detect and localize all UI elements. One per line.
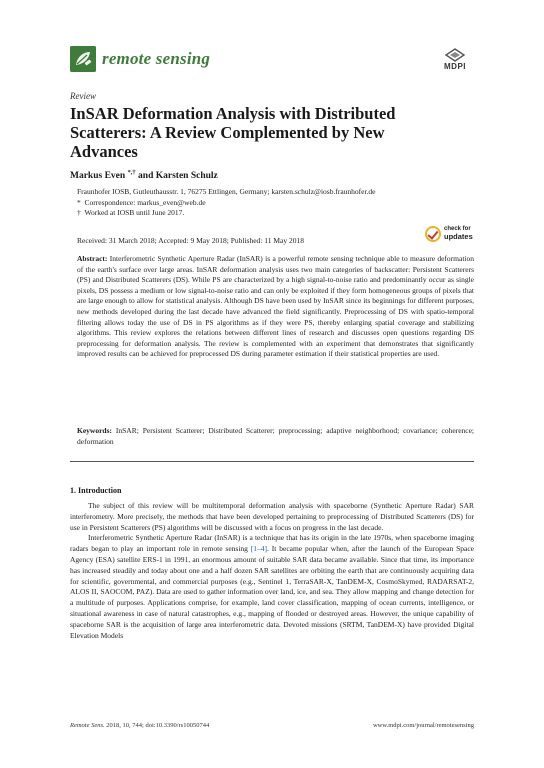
author-name[interactable]: Markus Even [70,171,126,182]
keywords-label: Keywords: [77,426,112,435]
publisher-logo [436,48,474,76]
keywords [77,426,474,447]
paragraph: Interferometric Synthetic Aperture Radar (InSAR) is a technique that has its origin in the late 1970s, when spaceborne imaging radars began to play an important role in remote sensing [1–4]. It became popular when, after the launch of the European Space Agency (ESA) satellite ERS-1 in 1991, an enormous amount of suitable SAR data became available. Since that time, its importance has increased steadily and today about one and a half dozen SAR satellites are orbiting the earth that are continuously acquiring data for scientific, governmental, and commercial purposes (e.g., Sentinel 1, TerraSAR-X, TanDEM-X, CosmoSkymed, RADARSAT-2, ALOS II, SAOCOM, PAZ). Data are used to gather information over land, ice, and sea. They allow mapping and change detection for a multitude of purposes. Applications comprise, for example, land cover classification, mapping of ocean currents, intelligence, or situational awareness in case of natural catastrophes, e.g., mapping of flooded or destroyed areas. However, the unique capability of spaceborne SAR is the acquisition of large area interferometric data. Devoted missions (SRTM, TanDEM-X) have provided Digital Elevation Models [70,533,474,640]
section-body [70,501,474,641]
abstract-text: Interferometric Synthetic Aperture Radar (InSAR) is a powerful remote sensing technique able to measure deformation of the earth's surface over large areas. InSAR deformation analysis uses two main categories of backscatter: Persistent Scatterers (PS) and Distributed Scatterers (DS). While PS are characterized by a high signal-to-noise ratio and predominantly occur as single pixels, DS possess a medium or low signal-to-noise ratio and can only be exploited if they form homogeneous groups of pixels that are large enough to allow for statistical analysis. Although DS have been used by InSAR since its beginnings for different purposes, new methods developed during the last decade have advanced the field significantly. Preprocessing of DS with spatio-temporal filtering allows today the use of DS in PS algorithms as if they were PS, thereby enlarging spatial coverage and stabilizing algorithms. This review explores the relations between different lines of research and discusses open questions regarding DS preprocessing for deformation analysis. The review is complemented with an experiment that demonstrates that significantly improved results can be achieved for preprocessed DS during parameter estimation if their statistical properties are used. [77,254,475,359]
note-line: † Worked at IOSB until June 2017. [77,208,185,217]
journal-name: remote sensing [102,49,211,68]
author-name[interactable]: Karsten Schulz [155,171,218,182]
article-title: InSAR Deformation Analysis with Distributed Scatterers: A Review Complemented by New Advances [70,104,396,161]
citation-details: 2018, 10, 744; doi:10.3390/rs10050744 [106,722,210,729]
check-updates-label: check for [444,226,471,232]
mdpi-icon [444,48,466,62]
author-list [70,169,218,181]
correspondence-line: * Correspondence: markus_even@web.de [77,197,206,207]
journal-abbrev: Remote Sens. [70,722,105,729]
author-join: and [138,171,154,182]
publisher-name: MDPI [444,62,466,71]
check-for-updates-button[interactable] [425,224,475,246]
abstract-label: Abstract: [77,254,108,263]
article-type: Review [70,91,96,101]
footer-citation [70,722,209,729]
paragraph: The subject of this review will be multitemporal deformation analysis with spaceborne (Synthetic Aperture Radar) SAR interferometry. More precisely, the methods that have been developed pertaining to preprocessing of Distributed Scatterers (DS) for use in Persistent Scatterers (PS) algorithms will be discussed with a focus on progress in the last decade. [70,501,474,532]
journal-logo-icon [70,46,96,72]
citation-link[interactable]: [1–4] [250,544,268,554]
footer-url[interactable]: www.mdpi.com/journal/remotesensing [372,722,474,729]
publication-dates: Received: 31 March 2018; Accepted: 9 May 2018; Published: 11 May 2018 [77,236,304,245]
affiliations [77,187,376,219]
section-divider [70,461,474,462]
keywords-text: InSAR; Persistent Scatterer; Distributed Scatterer; preprocessing; adaptive neighborhood; covariance; coherence; deformation [77,426,475,446]
author-marks: *,† [127,169,136,176]
affiliation-line: Fraunhofer IOSB, Gutleuthausstr. 1, 76275 Ettlingen, Germany; karsten.schulz@iosb.fraunhofer.de [77,187,376,196]
check-updates-icon [425,226,441,242]
section-heading: 1. Introduction [70,486,122,495]
abstract [77,254,474,360]
check-updates-label: updates [444,232,473,241]
